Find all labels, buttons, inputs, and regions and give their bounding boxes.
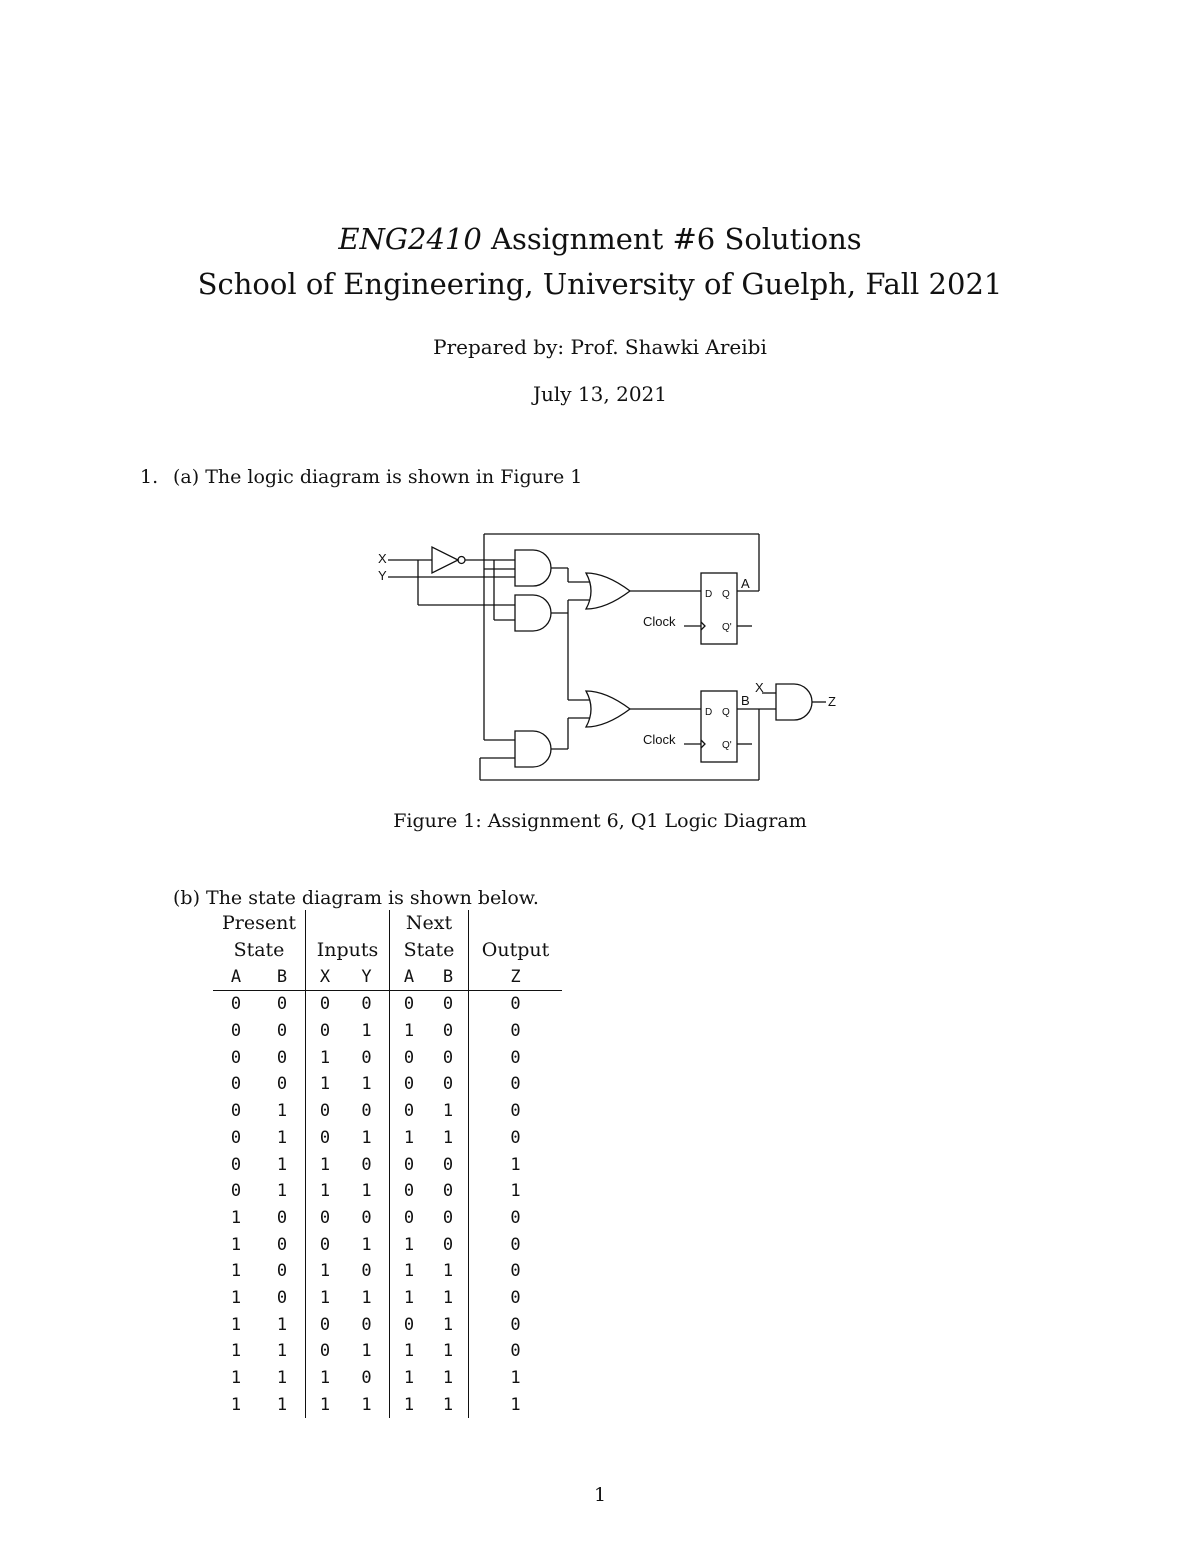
table-row: [213, 1338, 562, 1365]
table-cell: 0: [469, 1285, 563, 1312]
or-gate-2: [586, 691, 630, 727]
table-cell: 1: [442, 1394, 454, 1415]
table-cell: 1: [469, 1151, 563, 1178]
table-cell: 0: [442, 1154, 454, 1175]
table-cell: 1: [276, 1127, 288, 1148]
table-cell: 0: [469, 1231, 563, 1258]
page-number: 1: [593, 1484, 607, 1506]
table-cell: 0: [230, 1074, 242, 1095]
table-cell: 0: [390, 1098, 429, 1125]
table-cell: 1: [230, 1368, 242, 1389]
table-cell: 1: [306, 1044, 345, 1071]
table-cell: 1: [361, 1127, 372, 1148]
table-cell: 1: [442, 1287, 454, 1308]
table-row: [213, 1365, 562, 1392]
label-y-input: Y: [378, 568, 387, 583]
table-cell: 1: [361, 1287, 372, 1308]
flip-flop-a: [701, 573, 737, 644]
table-cell: 1: [230, 1341, 242, 1362]
table-cell: 1: [361, 1394, 372, 1415]
table-cell: 1: [469, 1365, 563, 1392]
table-cell: 0: [469, 991, 563, 1018]
table-row: [213, 991, 562, 1018]
table-cell: 0: [469, 1098, 563, 1125]
table-cell: 0: [306, 1098, 345, 1125]
col-header: A: [213, 963, 259, 990]
header-next: Next: [390, 910, 469, 937]
course-code: ENG2410: [338, 222, 482, 256]
table-cell: 0: [306, 1311, 345, 1338]
and-gate-1: [515, 550, 551, 586]
table-row: [213, 1018, 562, 1045]
table-row: [213, 1205, 562, 1232]
table-cell: 1: [276, 1101, 288, 1122]
label-clock-a: Clock: [643, 614, 676, 629]
table-row: [213, 1178, 562, 1205]
table-cell: 1: [306, 1178, 345, 1205]
table-cell: 0: [276, 1207, 288, 1228]
ff-b-d: D: [705, 707, 713, 718]
question-number: 1.: [140, 466, 159, 488]
table-cell: 1: [276, 1341, 288, 1362]
table-row: [213, 1285, 562, 1312]
table-cell: 0: [361, 994, 372, 1015]
table-row: [213, 1125, 562, 1152]
ff-a-d: D: [705, 589, 713, 600]
table-cell: 0: [276, 1287, 288, 1308]
table-cell: 1: [230, 1287, 242, 1308]
table-cell: 0: [390, 991, 429, 1018]
table-cell: 0: [390, 1311, 429, 1338]
table-cell: 1: [442, 1127, 454, 1148]
table-cell: 0: [442, 1181, 454, 1202]
col-header: Z: [469, 963, 563, 990]
table-cell: 1: [230, 1261, 242, 1282]
table-cell: 0: [306, 1205, 345, 1232]
table-cell: 1: [442, 1314, 454, 1335]
table-cell: 1: [442, 1368, 454, 1389]
table-cell: 0: [230, 1181, 242, 1202]
label-output-z: Z: [828, 694, 836, 709]
table-cell: 0: [469, 1205, 563, 1232]
table-cell: 0: [230, 1127, 242, 1148]
table-header-row-1: [213, 910, 562, 937]
label-ff-a: A: [741, 576, 750, 591]
table-cell: 0: [306, 1125, 345, 1152]
table-cell: 1: [306, 1151, 345, 1178]
table-cell: 0: [361, 1368, 372, 1389]
table-cell: 0: [361, 1101, 372, 1122]
header-inputs: Inputs: [306, 937, 390, 964]
table-row: [213, 1391, 562, 1418]
table-cell: 1: [230, 1234, 242, 1255]
table-cell: 0: [230, 1101, 242, 1122]
table-cell: 0: [306, 1231, 345, 1258]
table-cell: 0: [390, 1044, 429, 1071]
table-cell: 0: [390, 1151, 429, 1178]
table-cell: 1: [306, 1258, 345, 1285]
question-part-a: (a) The logic diagram is shown in Figure 1: [173, 466, 583, 488]
table-cell: 1: [361, 1074, 372, 1095]
table-cell: 0: [469, 1338, 563, 1365]
document-title: [0, 222, 1200, 256]
table-cell: 0: [276, 1047, 288, 1068]
header-present: Present: [222, 912, 296, 935]
logic-diagram: [360, 525, 850, 790]
ff-b-q: Q: [722, 707, 730, 718]
table-cell: 1: [306, 1365, 345, 1392]
table-cell: 0: [442, 994, 454, 1015]
table-cell: 0: [276, 994, 288, 1015]
state-table: [213, 910, 562, 1418]
table-cell: 0: [390, 1205, 429, 1232]
table-cell: 1: [390, 1258, 429, 1285]
table-cell: 1: [390, 1231, 429, 1258]
col-header: A: [390, 963, 429, 990]
and-gate-3: [515, 731, 551, 767]
table-cell: 0: [469, 1044, 563, 1071]
table-row: [213, 1098, 562, 1125]
table-cell: 0: [276, 1234, 288, 1255]
table-cell: 1: [306, 1071, 345, 1098]
figure-caption: Figure 1: Assignment 6, Q1 Logic Diagram: [393, 810, 807, 832]
header-next-state: State: [390, 937, 469, 964]
question-part-b: (b) The state diagram is shown below.: [173, 887, 539, 909]
table-cell: 0: [276, 1074, 288, 1095]
table-cell: 0: [442, 1047, 454, 1068]
table-cell: 0: [276, 1021, 288, 1042]
table-cell: 0: [230, 1154, 242, 1175]
title-text: Assignment #6 Solutions: [481, 222, 862, 256]
table-cell: 1: [390, 1338, 429, 1365]
table-cell: 0: [361, 1261, 372, 1282]
table-row: [213, 1151, 562, 1178]
table-cell: 0: [230, 1021, 242, 1042]
and-gate-2: [515, 595, 551, 631]
header-present-state: State: [233, 939, 285, 962]
table-row: [213, 1311, 562, 1338]
table-row: [213, 1258, 562, 1285]
table-cell: 1: [230, 1207, 242, 1228]
table-cell: 1: [390, 1125, 429, 1152]
ff-a-qn: Q': [722, 622, 732, 633]
table-cell: 1: [230, 1314, 242, 1335]
table-cell: 0: [230, 1047, 242, 1068]
table-cell: 0: [361, 1207, 372, 1228]
col-header: Y: [344, 963, 390, 990]
table-cell: 0: [390, 1071, 429, 1098]
table-cell: 1: [276, 1154, 288, 1175]
table-cell: 0: [442, 1074, 454, 1095]
table-cell: 0: [306, 1338, 345, 1365]
header-output: Output: [469, 937, 563, 964]
label-clock-b: Clock: [643, 732, 676, 747]
table-cell: 1: [276, 1394, 288, 1415]
table-cell: 0: [469, 1125, 563, 1152]
document-date: July 13, 2021: [532, 382, 667, 406]
table-cell: 0: [230, 994, 242, 1015]
table-cell: 0: [442, 1234, 454, 1255]
table-cell: 1: [361, 1181, 372, 1202]
table-cell: 0: [469, 1258, 563, 1285]
label-x-and: X: [755, 680, 764, 695]
table-row: [213, 1044, 562, 1071]
ff-a-q: Q: [722, 589, 730, 600]
document-subtitle: School of Engineering, University of Guelph, Fall 2021: [197, 267, 1003, 301]
table-cell: 1: [276, 1181, 288, 1202]
not-gate: [432, 547, 458, 573]
table-cell: 1: [361, 1234, 372, 1255]
table-cell: 1: [276, 1368, 288, 1389]
table-cell: 0: [390, 1178, 429, 1205]
table-cell: 1: [390, 1391, 429, 1418]
table-cell: 1: [442, 1101, 454, 1122]
table-cell: 1: [361, 1021, 372, 1042]
label-ff-b: B: [741, 693, 750, 708]
or-gate-1: [586, 573, 630, 609]
table-cell: 1: [442, 1341, 454, 1362]
table-row: [213, 1231, 562, 1258]
table-cell: 1: [469, 1391, 563, 1418]
col-header: B: [259, 963, 306, 990]
table-cell: 1: [469, 1178, 563, 1205]
table-cell: 0: [361, 1047, 372, 1068]
table-cell: 1: [442, 1261, 454, 1282]
table-cell: 0: [469, 1018, 563, 1045]
table-cell: 0: [469, 1311, 563, 1338]
ff-b-qn: Q': [722, 740, 732, 751]
author-line: Prepared by: Prof. Shawki Areibi: [433, 335, 767, 359]
table-cell: 0: [469, 1071, 563, 1098]
table-cell: 0: [306, 1018, 345, 1045]
table-cell: 1: [306, 1285, 345, 1312]
table-cell: 0: [442, 1207, 454, 1228]
table-cell: 0: [276, 1261, 288, 1282]
table-cell: 0: [442, 1021, 454, 1042]
table-cell: 1: [276, 1314, 288, 1335]
and-gate-output: [776, 684, 812, 720]
table-cell: 1: [390, 1365, 429, 1392]
table-row: [213, 1071, 562, 1098]
flip-flop-b: [701, 691, 737, 762]
table-cell: 1: [306, 1391, 345, 1418]
table-cell: 1: [390, 1285, 429, 1312]
table-column-row: [213, 963, 562, 990]
table-cell: 0: [361, 1314, 372, 1335]
col-header: B: [428, 963, 469, 990]
table-header-row-2: [213, 937, 562, 964]
label-x-input: X: [378, 551, 387, 566]
table-cell: 1: [361, 1341, 372, 1362]
table-cell: 1: [230, 1394, 242, 1415]
table-cell: 1: [390, 1018, 429, 1045]
table-cell: 0: [361, 1154, 372, 1175]
col-header: X: [306, 963, 345, 990]
table-cell: 0: [306, 991, 345, 1018]
